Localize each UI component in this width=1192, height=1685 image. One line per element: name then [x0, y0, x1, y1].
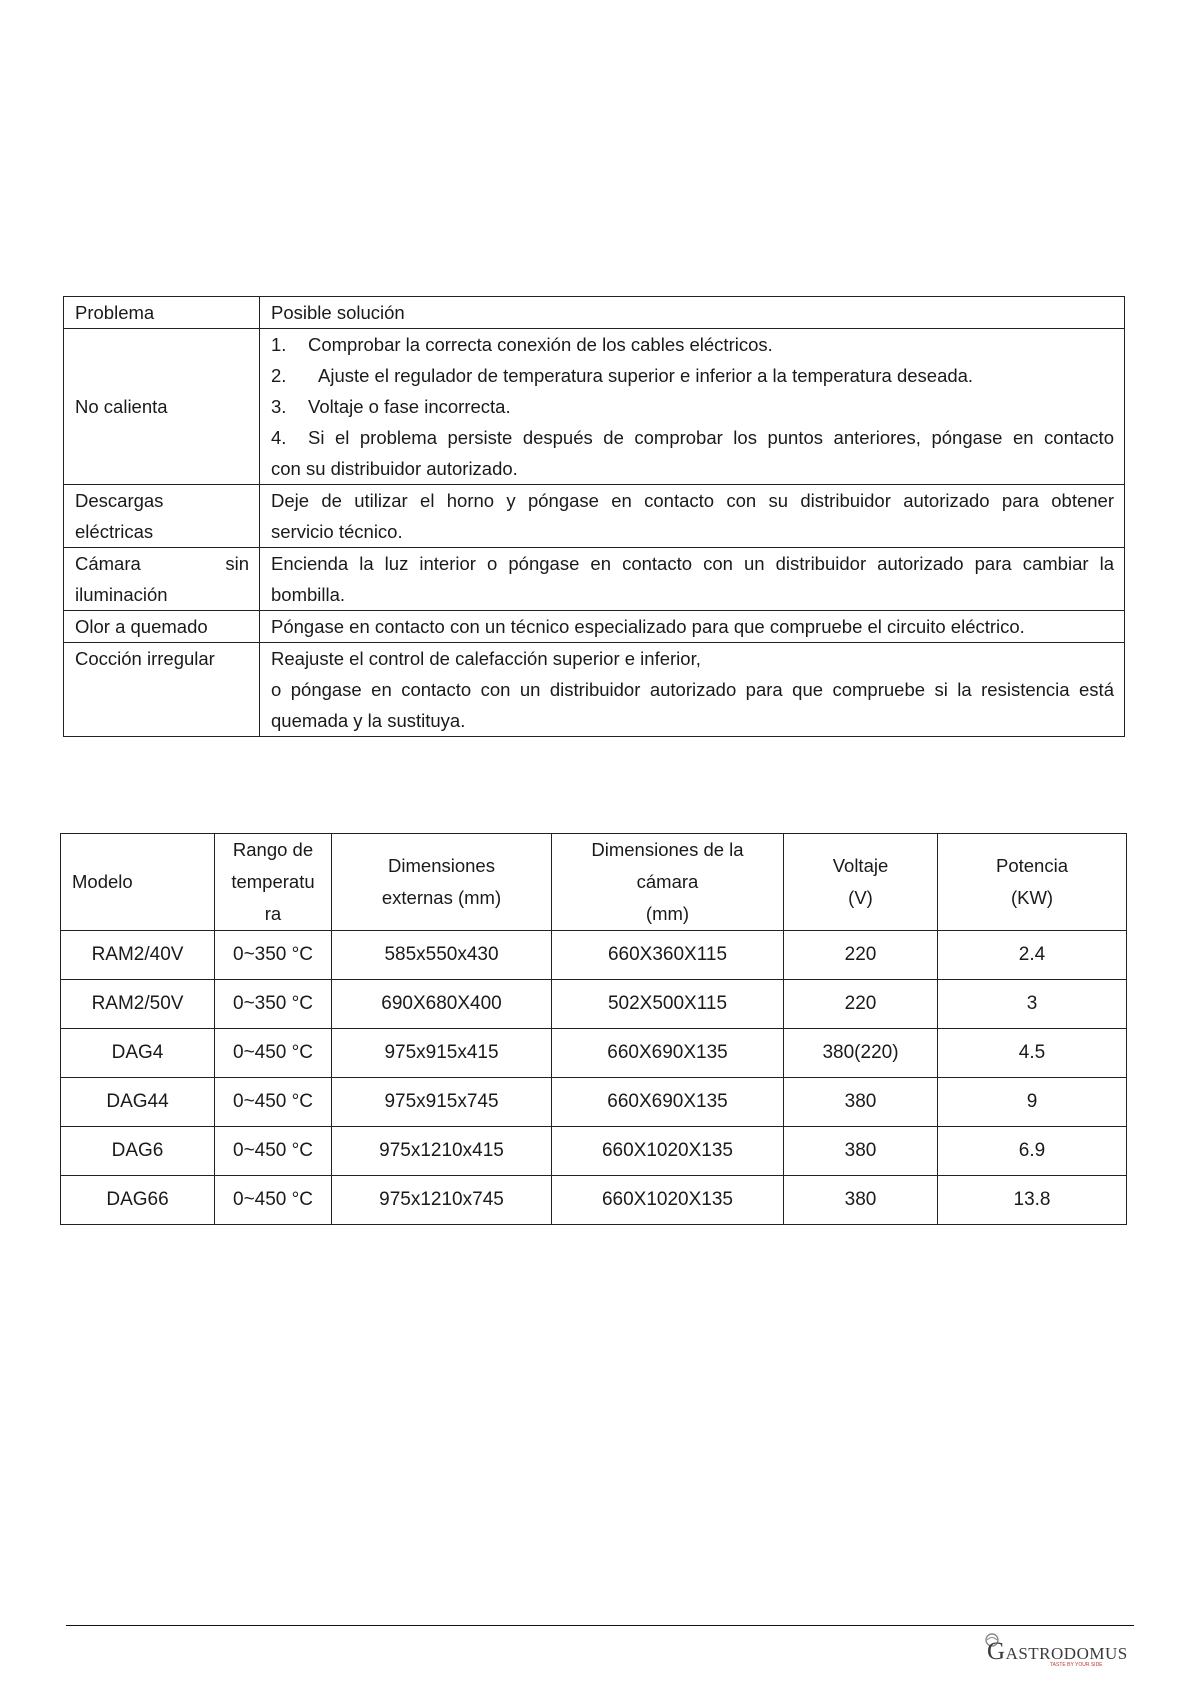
cell-potencia: 9 — [938, 1078, 1127, 1127]
cell-modelo: DAG6 — [61, 1127, 215, 1176]
logo-tagline: TASTE BY YOUR SIDE — [1050, 1662, 1103, 1668]
solution-continuation: con su distribuidor autorizado. — [271, 458, 518, 479]
table-header-row — [64, 297, 1125, 329]
table-row — [61, 1176, 1127, 1225]
header-line: Dimensiones — [388, 855, 495, 876]
footer-divider — [66, 1625, 1134, 1626]
problem-word: Cámara — [75, 553, 141, 574]
header-line: ra — [264, 903, 282, 924]
cell-voltaje: 380 — [784, 1078, 938, 1127]
problem-line: eléctricas — [75, 521, 154, 542]
cell-modelo: RAM2/40V — [61, 931, 215, 980]
cell-rango: 0~450 °C — [215, 1176, 332, 1225]
header-solucion: Posible solución — [260, 297, 1125, 329]
cell-dim-camara: 660X690X135 — [552, 1029, 784, 1078]
table-row — [61, 931, 1127, 980]
table-row — [64, 548, 1125, 611]
header-voltaje — [784, 834, 938, 931]
table-row — [64, 643, 1125, 737]
cell-dim-camara: 660X690X135 — [552, 1078, 784, 1127]
problem-cell — [64, 548, 260, 611]
table-row — [61, 1078, 1127, 1127]
cell-modelo: DAG4 — [61, 1029, 215, 1078]
solution-line: quemada y la sustituya. — [271, 710, 466, 731]
cell-rango: 0~350 °C — [215, 931, 332, 980]
solution-line: servicio técnico. — [271, 521, 403, 542]
header-line: Rango de — [232, 839, 314, 860]
cell-voltaje: 220 — [784, 931, 938, 980]
cell-dim-camara: 502X500X115 — [552, 980, 784, 1029]
cell-dim-externas: 585x550x430 — [332, 931, 552, 980]
problem-word: sin — [225, 553, 249, 574]
gastrodomus-logo — [984, 1632, 1130, 1672]
table-row — [64, 611, 1125, 643]
header-line: cámara — [636, 871, 699, 892]
cell-dim-camara: 660X1020X135 — [552, 1176, 784, 1225]
cell-rango: 0~450 °C — [215, 1078, 332, 1127]
item-number: 4. — [271, 427, 287, 448]
header-line: temperatu — [231, 871, 315, 892]
item-number: 2. — [271, 365, 287, 386]
header-line: externas (mm) — [381, 887, 502, 908]
header-line: (V) — [848, 887, 873, 908]
solution-cell — [260, 643, 1125, 737]
item-number: 3. — [271, 396, 287, 417]
solution-cell — [260, 548, 1125, 611]
solution-line: Deje de utilizar el horno y póngase en contacto con su distribuidor autorizado para obtener — [271, 490, 1114, 511]
header-dim-camara — [552, 834, 784, 931]
cell-potencia: 3 — [938, 980, 1127, 1029]
cell-voltaje: 380 — [784, 1127, 938, 1176]
header-line: (KW) — [1010, 887, 1054, 908]
problem-line: iluminación — [75, 584, 168, 605]
header-problema: Problema — [64, 297, 260, 329]
cell-dim-camara: 660X1020X135 — [552, 1127, 784, 1176]
cell-voltaje: 220 — [784, 980, 938, 1029]
item-number: 1. — [271, 334, 287, 355]
solution-item — [271, 329, 1114, 360]
problem-line: Descargas — [75, 490, 164, 511]
troubleshooting-table — [63, 296, 1125, 737]
table-row — [64, 329, 1125, 485]
table-row — [61, 980, 1127, 1029]
cell-rango: 0~450 °C — [215, 1029, 332, 1078]
solution-line: bombilla. — [271, 584, 346, 605]
solution-item — [271, 360, 1114, 391]
cell-modelo: RAM2/50V — [61, 980, 215, 1029]
item-text: Voltaje o fase incorrecta. — [308, 396, 511, 417]
specs-header-row — [61, 834, 1127, 931]
specs-table — [60, 833, 1127, 1225]
cell-modelo: DAG44 — [61, 1078, 215, 1127]
cell-rango: 0~450 °C — [215, 1127, 332, 1176]
logo-initial: G — [987, 1638, 1006, 1665]
header-potencia — [938, 834, 1127, 931]
cell-dim-externas: 975x915x415 — [332, 1029, 552, 1078]
cell-dim-externas: 975x1210x415 — [332, 1127, 552, 1176]
cell-potencia: 13.8 — [938, 1176, 1127, 1225]
item-text: Si el problema persiste después de comprobar los puntos anteriores, póngase en contacto — [308, 427, 1114, 448]
problem-line — [75, 548, 249, 579]
solution-item — [271, 422, 1114, 453]
cell-modelo: DAG66 — [61, 1176, 215, 1225]
solution-cell — [260, 329, 1125, 485]
solution-line: Reajuste el control de calefacción superior e inferior, — [271, 648, 701, 669]
cell-potencia: 4.5 — [938, 1029, 1127, 1078]
specs-body — [61, 931, 1127, 1225]
cell-dim-externas: 690X680X400 — [332, 980, 552, 1029]
table-row — [61, 1127, 1127, 1176]
logo-rest: ASTRODOMUS — [1005, 1644, 1128, 1663]
header-line: Dimensiones de la — [591, 839, 744, 860]
problem-cell: Olor a quemado — [64, 611, 260, 643]
cell-rango: 0~350 °C — [215, 980, 332, 1029]
item-text: Ajuste el regulador de temperatura superior e inferior a la temperatura deseada. — [318, 365, 974, 386]
solution-line: Encienda la luz interior o póngase en contacto con un distribuidor autorizado para cambiar la — [271, 553, 1114, 574]
cell-dim-camara: 660X360X115 — [552, 931, 784, 980]
cell-potencia: 2.4 — [938, 931, 1127, 980]
table-row — [61, 1029, 1127, 1078]
solution-cell: Póngase en contacto con un técnico especializado para que compruebe el circuito eléctrico. — [260, 611, 1125, 643]
cell-dim-externas: 975x1210x745 — [332, 1176, 552, 1225]
header-modelo: Modelo — [61, 834, 215, 931]
problem-cell: Cocción irregular — [64, 643, 260, 737]
problem-cell: No calienta — [64, 329, 260, 485]
table-row — [64, 485, 1125, 548]
cell-voltaje: 380 — [784, 1176, 938, 1225]
cell-voltaje: 380(220) — [784, 1029, 938, 1078]
solution-cell — [260, 485, 1125, 548]
cell-potencia: 6.9 — [938, 1127, 1127, 1176]
header-rango — [215, 834, 332, 931]
header-line: Potencia — [996, 855, 1068, 876]
header-dim-externas — [332, 834, 552, 931]
header-line: Voltaje — [832, 855, 889, 876]
problem-cell — [64, 485, 260, 548]
header-line: (mm) — [645, 903, 690, 924]
solution-item — [271, 391, 1114, 422]
cell-dim-externas: 975x915x745 — [332, 1078, 552, 1127]
item-text: Comprobar la correcta conexión de los cables eléctricos. — [308, 334, 773, 355]
solution-line: o póngase en contacto con un distribuidor autorizado para que compruebe si la resistencia está — [271, 679, 1114, 700]
